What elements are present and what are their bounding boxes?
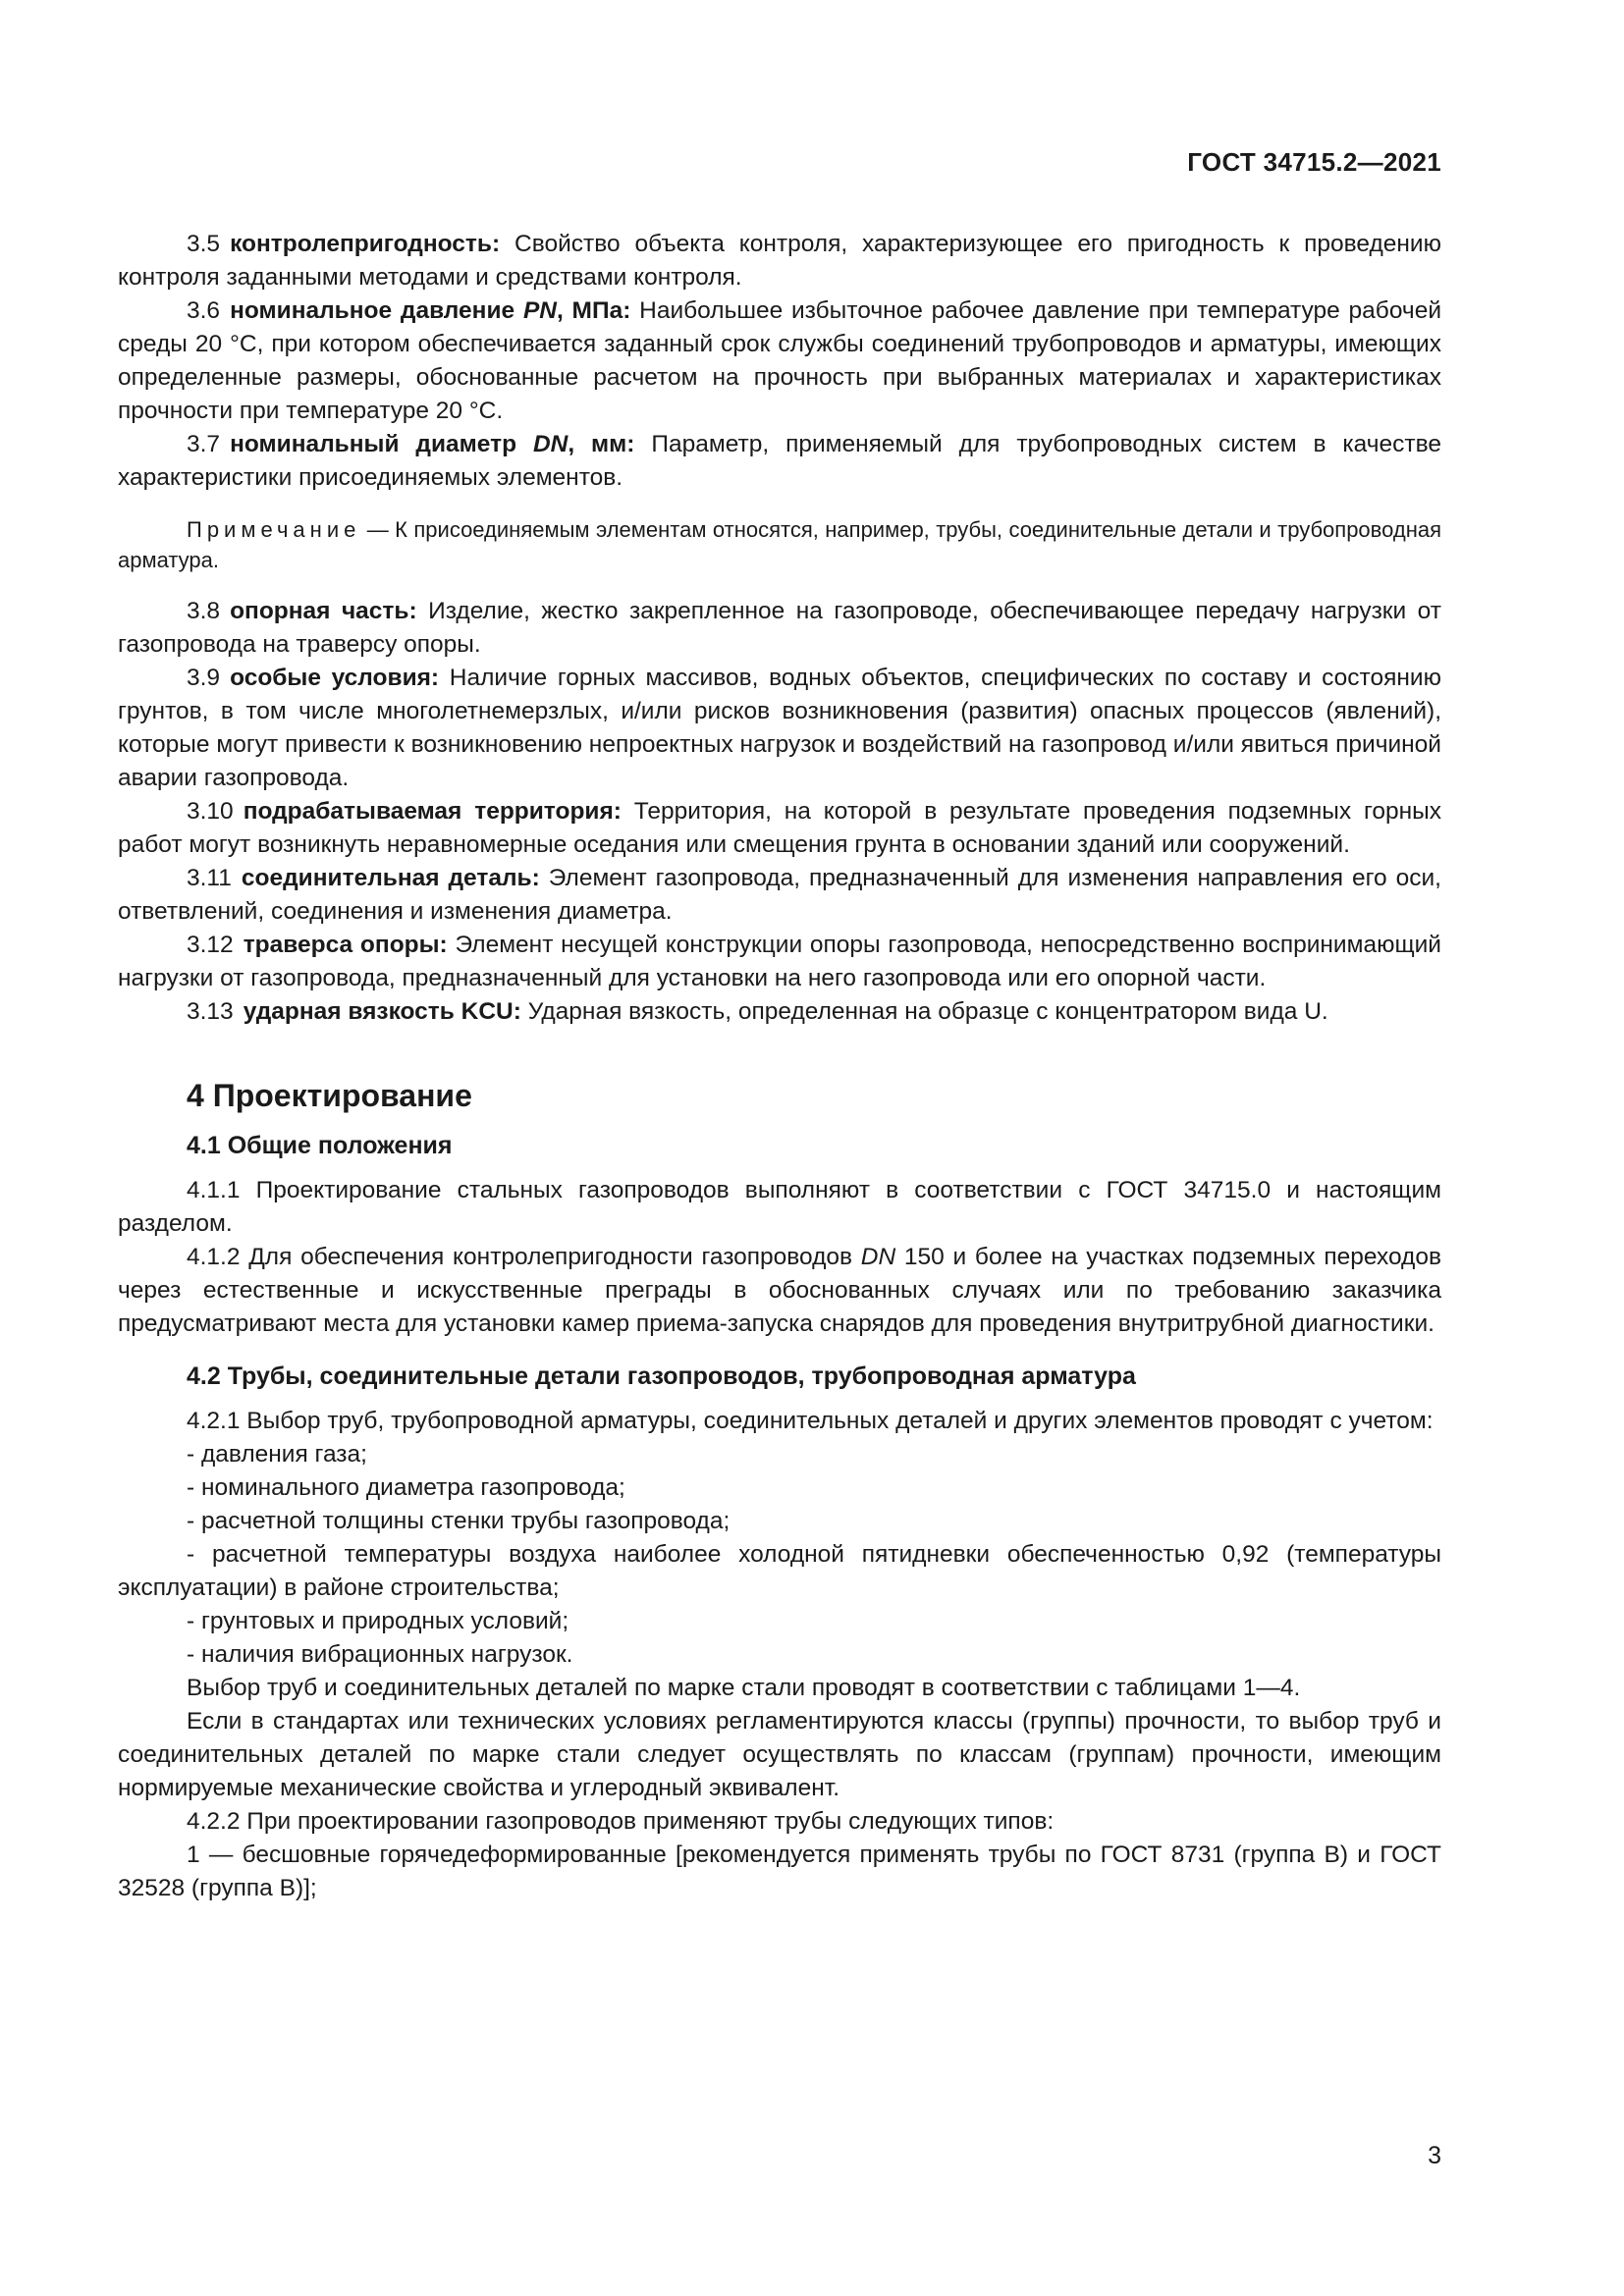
document-id-header: ГОСТ 34715.2—2021	[1187, 147, 1441, 177]
term: номинальный диаметр DN, мм:	[230, 431, 635, 457]
clause-number: 3.9	[187, 665, 221, 691]
clause-number: 3.5	[187, 231, 221, 257]
definition-text: Наибольшее избыточное рабочее давление при температуре рабочей среды 20 °С, при котором обеспечивается заданный срок службы соединений трубопроводов и арматуры, имеющих определенные размеры, обоснованные расчетом на прочность при выбранных материалах и характеристиках прочности при температуре 20 °С.	[118, 297, 1441, 424]
list-item: - грунтовых и природных условий;	[187, 1608, 569, 1634]
clause-number: 3.8	[187, 598, 221, 624]
definition-text: Элемент газопровода, предназначенный для изменения направления его оси, ответвлений, соединения и изменения диаметра.	[118, 865, 1441, 925]
definition-text: Свойство объекта контроля, характеризующее его пригодность к проведению контроля заданными методами и средствами контроля.	[118, 231, 1441, 291]
paragraph-4-2-2: 4.2.2 При проектировании газопроводов применяют трубы следующих типов:	[187, 1808, 1055, 1835]
definition-text: Наличие горных массивов, водных объектов, специфических по составу и состоянию грунтов, в том числе многолетнемерзлых, и/или рисков возникновения (развития) опасных процессов (явлений), которые могут привести к возникновению непроектных нагрузок и воздействий на газопровод и/или явиться причиной аварии газопровода.	[118, 665, 1441, 791]
term: номинальное давление PN, МПа:	[230, 297, 631, 324]
definition-3-12	[118, 929, 1441, 995]
definition-3-13	[118, 995, 1441, 1029]
section-heading: 4 Проектирование	[187, 1078, 472, 1113]
paragraph-4-2-1: 4.2.1 Выбор труб, трубопроводной арматуры, соединительных деталей и других элементов проводят с учетом:	[187, 1408, 1434, 1434]
definition-text: Параметр, применяемый для трубопроводных систем в качестве характеристики присоединяемых элементов.	[118, 431, 1442, 491]
clause-number: 3.6	[187, 297, 221, 324]
clause-number: 3.7	[187, 431, 221, 457]
list-item: - наличия вибрационных нагрузок.	[187, 1641, 573, 1668]
clause-number: 3.12	[187, 932, 234, 958]
note-label: Примечание	[187, 517, 361, 542]
clause-number: 3.10	[187, 798, 234, 825]
definition-3-6	[118, 294, 1441, 428]
term: траверса опоры:	[243, 932, 448, 958]
definition-3-9	[118, 662, 1441, 795]
document-body	[118, 228, 1441, 1905]
page-number: 3	[1428, 2142, 1441, 2169]
definition-3-5	[118, 228, 1441, 294]
term: особые условия:	[230, 665, 440, 691]
term: соединительная деталь:	[241, 865, 540, 891]
list-item: - давления газа;	[187, 1441, 367, 1468]
definition-text: Ударная вязкость, определенная на образце с концентратором вида U.	[520, 998, 1328, 1025]
clause-number: 3.11	[187, 865, 232, 891]
clause-number: 3.13	[187, 998, 234, 1025]
definition-text: Изделие, жестко закрепленное на газопроводе, обеспечивающее передачу нагрузки от газопровода на траверсу опоры.	[118, 598, 1441, 658]
document-page	[118, 0, 1441, 2296]
term: опорная часть:	[230, 598, 417, 624]
list-item: - расчетной температуры воздуха наиболее холодной пятидневки обеспеченностью 0,92 (температуры эксплуатации) в районе строительства;	[118, 1541, 1441, 1601]
paragraph-classes: Если в стандартах или технических условиях регламентируются классы (группы) прочности, то выбор труб и соединительных деталей по марке стали следует осуществлять по классам (группам) прочности, имеющим нормируемые механические свойства и углеродный эквивалент.	[118, 1708, 1441, 1801]
list-item: - расчетной толщины стенки трубы газопровода;	[187, 1508, 731, 1534]
definition-3-8	[118, 595, 1441, 662]
term: контролепригодность:	[230, 231, 501, 257]
paragraph-selection: Выбор труб и соединительных деталей по марке стали проводят в соответствии с таблицами 1—4.	[187, 1675, 1301, 1701]
definition-text: Территория, на которой в результате проведения подземных горных работ могут возникнуть неравномерные оседания или смещения грунта в основании зданий или сооружений.	[118, 798, 1442, 858]
subsection-heading: 4.1 Общие положения	[187, 1132, 453, 1159]
paragraph-4-1-2: 4.1.2 Для обеспечения контролепригодности газопроводов DN 150 и более на участках подземных переходов через естественные и искусственные преграды в обоснованных случаях или по требованию заказчика предусматривают места для установки камер приема-запуска снарядов для проведения внутритрубной диагностики.	[118, 1244, 1441, 1337]
list-item: - номинального диаметра газопровода;	[187, 1474, 625, 1501]
paragraph-4-1-1: 4.1.1 Проектирование стальных газопроводов выполняют в соответствии с ГОСТ 34715.0 и настоящим разделом.	[118, 1177, 1441, 1237]
term: ударная вязкость KCU:	[243, 998, 521, 1025]
definition-3-7	[118, 428, 1441, 495]
note	[118, 514, 1441, 575]
note-text: — К присоединяемым элементам относятся, например, трубы, соединительные детали и трубопроводная арматура.	[118, 517, 1441, 572]
definition-3-11	[118, 862, 1441, 929]
paragraph-4-2-2-item-1: 1 — бесшовные горячедеформированные [рекомендуется применять трубы по ГОСТ 8731 (группа В) и ГОСТ 32528 (группа В)];	[118, 1842, 1441, 1901]
definition-text: Элемент несущей конструкции опоры газопровода, непосредственно воспринимающий нагрузки от газопровода, предназначенный для установки на него газопровода или его опорной части.	[118, 932, 1441, 991]
term: подрабатываемая территория:	[243, 798, 622, 825]
definition-3-10	[118, 795, 1441, 862]
subsection-heading: 4.2 Трубы, соединительные детали газопроводов, трубопроводная арматура	[187, 1362, 1136, 1390]
